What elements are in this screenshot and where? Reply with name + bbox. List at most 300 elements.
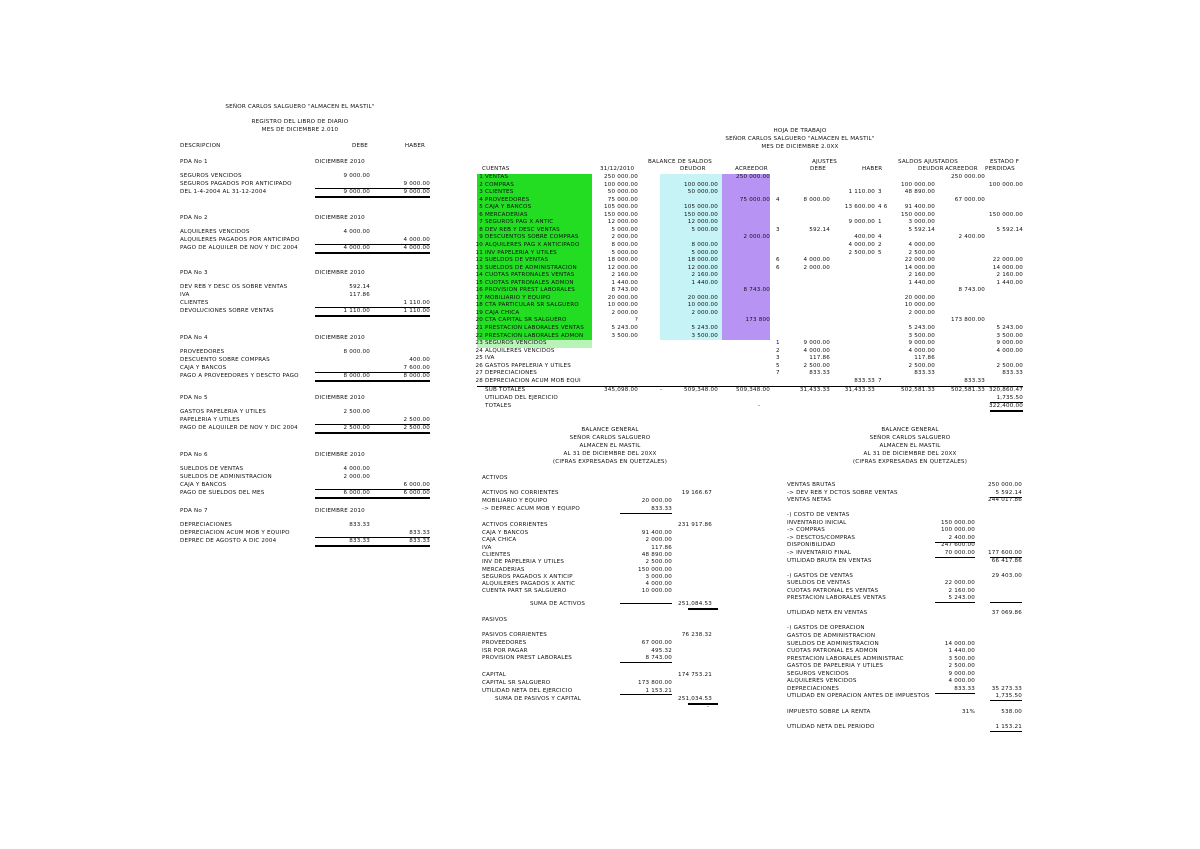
adjust-credit: 2 500.00 bbox=[848, 249, 875, 256]
income-line-mid: 22 000.00 bbox=[944, 580, 975, 587]
balance-value: 18 000.00 bbox=[607, 257, 638, 264]
account-name: PRESTACION LABORALES ADMON bbox=[485, 332, 584, 339]
income-line-label: PRESTACION LABORALES VENTAS bbox=[787, 595, 886, 602]
debit-value: 5 000.00 bbox=[691, 226, 718, 233]
balance-value: 50 000.00 bbox=[607, 189, 638, 196]
deprec-value: 833.33 bbox=[651, 506, 672, 512]
adjust-credit: 1 110.00 bbox=[848, 189, 875, 196]
adjusted-debit: 2 500.00 bbox=[908, 362, 935, 369]
account-name: DEV REB Y DESC VENTAS bbox=[485, 226, 560, 233]
entry-line-haber: 833.33 bbox=[409, 530, 430, 536]
income-title-2: SEÑOR CARLOS SALGUERO bbox=[869, 435, 951, 441]
entry-total-rule bbox=[315, 315, 430, 317]
current-asset-label: INV DE PAPELERIA Y UTILES bbox=[482, 559, 565, 566]
adjust-credit: 13 600.00 bbox=[844, 204, 875, 211]
entry-line-desc: PAGO DE ALQUILER DE NOV Y DIC 2004 bbox=[180, 245, 298, 251]
entry-number: PDA No 6 bbox=[180, 452, 208, 458]
entry-date: DICIEMBRE 2010 bbox=[315, 395, 365, 401]
debit-value: 8 000.00 bbox=[691, 241, 718, 248]
no-corrientes-label: ACTIVOS NO CORRIENTES bbox=[482, 490, 559, 496]
income-line-mid: 14 000.00 bbox=[944, 640, 975, 647]
entry-line-haber: 1 110.00 bbox=[403, 308, 430, 314]
capital-item-value: 1 153.21 bbox=[645, 687, 672, 694]
income-line-total: 1,735.50 bbox=[995, 693, 1022, 700]
debit-value: 5 243.00 bbox=[691, 325, 718, 331]
entry-rule bbox=[315, 537, 430, 538]
income-line-mid: 247 600.00 bbox=[940, 542, 975, 549]
adjust-ref: 5 bbox=[776, 362, 780, 369]
journal-title: SEÑOR CARLOS SALGUERO "ALMACEN EL MASTIL" bbox=[225, 104, 375, 110]
debit-value: 3 500.00 bbox=[691, 332, 718, 339]
deprec-label: -> DEPREC ACUM MOB Y EQUIPO bbox=[482, 506, 581, 512]
adjusted-debit: 22 000.00 bbox=[904, 257, 935, 264]
row-number: 12 bbox=[475, 257, 483, 264]
debit-value: 12 000.00 bbox=[687, 219, 718, 226]
suma-pasivos-dash: - bbox=[707, 704, 710, 710]
income-total-rule bbox=[990, 700, 1022, 701]
entry-date: DICIEMBRE 2010 bbox=[315, 335, 365, 341]
income-line-label: DISPONIBILIDAD bbox=[787, 542, 836, 549]
account-name: SUELDOS DE VENTAS bbox=[485, 257, 549, 264]
entry-line-desc: PAGO DE ALQUILER DE NOV Y DIC 2004 bbox=[180, 425, 298, 431]
account-name: DESCUENTOS SOBRE COMPRAS bbox=[485, 234, 579, 241]
adjusted-debit: 2 160.00 bbox=[908, 272, 935, 279]
capital-total: 174 753.21 bbox=[677, 672, 712, 678]
balance-value: 8 743.00 bbox=[611, 287, 638, 294]
row-number: 17 bbox=[475, 294, 483, 301]
worksheet-col-header: 31/12/2010 bbox=[600, 166, 635, 172]
entry-line-desc: DEV REB Y DESC OS SOBRE VENTAS bbox=[180, 284, 288, 290]
row-number: 13 bbox=[475, 264, 483, 271]
worksheet-group-header: BALANCE DE SALDOS bbox=[648, 159, 713, 165]
account-name: CUOTAS PATRONALES ADMON bbox=[485, 279, 574, 286]
balance-value: 75 000.00 bbox=[607, 196, 638, 203]
corrientes-total: 231 917.86 bbox=[677, 522, 712, 528]
debit-value: 105 000.00 bbox=[683, 204, 718, 211]
entry-line-haber: 4 000.00 bbox=[403, 237, 430, 243]
entry-line-desc: DEPRECIACIONES bbox=[180, 522, 232, 528]
row-number: 18 bbox=[475, 302, 483, 309]
entry-line-debe: 2 500.00 bbox=[343, 425, 370, 431]
entry-line-desc: CAJA Y BANCOS bbox=[180, 365, 227, 371]
debit-value: 50 000.00 bbox=[687, 189, 718, 196]
income-line-label: -) COSTO DE VENTAS bbox=[787, 512, 850, 519]
entry-line-debe: 592.14 bbox=[349, 284, 370, 290]
credit-value: 250 000.00 bbox=[735, 174, 770, 180]
adjusted-debit: 48 890.00 bbox=[904, 189, 935, 196]
current-asset-label: IVA bbox=[482, 544, 492, 551]
liability-label: PROVISION PREST LABORALES bbox=[482, 655, 573, 661]
adjust-ref: 6 bbox=[776, 257, 780, 264]
account-name: PRESTACION LABORALES VENTAS bbox=[485, 325, 584, 331]
account-name: COMPRAS bbox=[485, 181, 514, 188]
entry-line-debe: 9 000.00 bbox=[343, 173, 370, 179]
income-line-total: 35 273.33 bbox=[991, 685, 1022, 692]
income-line-label: GASTOS DE PAPELERIA Y UTILES bbox=[787, 663, 884, 670]
liability-label: ISR POR PAGAR bbox=[482, 647, 528, 654]
adjust-credit-ref: 7 bbox=[878, 377, 882, 384]
subtotal-sa: 502,581.33 bbox=[950, 387, 985, 394]
adjust-ref: 6 bbox=[776, 264, 780, 271]
adjust-debit: 2 000.00 bbox=[803, 264, 830, 271]
row-number: 10 bbox=[475, 241, 483, 248]
adjusted-debit: 5 243.00 bbox=[908, 325, 935, 331]
income-line-label: CUOTAS PATRONAL ES VENTAS bbox=[787, 587, 879, 594]
pasivos-corr-total: 76 238.32 bbox=[681, 632, 712, 638]
balance-value: 5 000.00 bbox=[611, 249, 638, 256]
adjust-debit: 9 000.00 bbox=[803, 340, 830, 347]
worksheet-group-header: AJUSTES bbox=[812, 159, 838, 165]
entry-number: PDA No 7 bbox=[180, 508, 208, 514]
subtotal-adj-credit: 31,433.33 bbox=[844, 387, 875, 394]
entry-line-desc: SUELDOS DE ADMINISTRACION bbox=[180, 474, 272, 480]
income-line-mid: 833.33 bbox=[954, 685, 975, 692]
account-name: CTA PARTICULAR SR SALGUERO bbox=[485, 302, 579, 309]
income-line-label: -) GASTOS DE VENTAS bbox=[787, 572, 854, 579]
income-line-label: VENTAS BRUTAS bbox=[787, 482, 836, 488]
adjusted-credit: 8 743.00 bbox=[958, 287, 985, 294]
adjusted-debit: 150 000.00 bbox=[900, 211, 935, 218]
income-line-label: UTILIDAD BRUTA EN VENTAS bbox=[787, 557, 872, 564]
balance-value: 150 000.00 bbox=[603, 211, 638, 218]
current-asset-value: 2 500.00 bbox=[645, 559, 672, 566]
entry-line-desc: GASTOS PAPELERIA Y UTILES bbox=[180, 409, 266, 415]
capital-item-value: 173 800.00 bbox=[637, 680, 672, 686]
entry-total-rule bbox=[315, 380, 430, 382]
entry-line-haber: 9 000.00 bbox=[403, 181, 430, 187]
pasivos-corr-label: PASIVOS CORRIENTES bbox=[482, 632, 548, 638]
adjusted-debit: 4 000.00 bbox=[908, 347, 935, 354]
income-line-mid: 31% bbox=[961, 708, 975, 715]
col-haber: HABER bbox=[404, 143, 426, 149]
income-line-label: UTILIDAD NETA DEL PERIODO bbox=[787, 723, 875, 730]
journal-period: MES DE DICIEMBRE 2.010 bbox=[261, 127, 339, 133]
subtotal-dash: - bbox=[660, 387, 663, 394]
adjusted-credit: 250 000.00 bbox=[950, 174, 985, 180]
balance-value: 105 000.00 bbox=[603, 204, 638, 211]
entry-number: PDA No 2 bbox=[180, 215, 208, 221]
balance-title-3: ALMACEN EL MASTIL bbox=[579, 443, 641, 449]
account-name: CAJA CHICA bbox=[485, 309, 520, 316]
account-name: INV PAPELERIA Y UTILES bbox=[485, 249, 557, 256]
balance-value: 8 000.00 bbox=[611, 241, 638, 248]
debit-value: 100 000.00 bbox=[683, 181, 718, 188]
balance-value: ? bbox=[634, 317, 638, 324]
balance-title-1: BALANCE GENERAL bbox=[581, 427, 639, 433]
adjust-credit: 9 000.00 bbox=[848, 219, 875, 226]
income-line-total: 538.00 bbox=[1001, 708, 1022, 715]
entry-line-desc: DEPREC DE AGOSTO A DIC 2004 bbox=[180, 538, 277, 544]
no-corrientes-total: 19 166.67 bbox=[681, 490, 712, 496]
entry-total-rule bbox=[315, 545, 430, 547]
adjusted-debit: 3 000.00 bbox=[908, 219, 935, 226]
account-name: CLIENTES bbox=[485, 189, 514, 196]
worksheet-col-header: ACREEDOR bbox=[945, 166, 978, 172]
credit-value: 173 800 bbox=[745, 317, 770, 324]
adjust-ref: 2 bbox=[776, 347, 780, 354]
account-name: DEPRECIACIONES bbox=[485, 370, 537, 377]
debit-value: 150 000.00 bbox=[683, 211, 718, 218]
totales-ep: 322,400.00 bbox=[988, 403, 1023, 410]
entry-date: DICIEMBRE 2010 bbox=[315, 215, 365, 221]
balance-value: 20 000.00 bbox=[607, 294, 638, 301]
adjust-debit: 833.33 bbox=[809, 370, 830, 377]
adjusted-debit: 9 000.00 bbox=[908, 340, 935, 347]
entry-line-desc: PAGO A PROVEEDORES Y DESCTO PAGO bbox=[180, 373, 299, 379]
entry-line-desc: PAGO DE SUELDOS DEL MES bbox=[180, 490, 265, 496]
balance-title-5: (CIFRAS EXPRESADAS EN QUETZALES) bbox=[552, 459, 668, 465]
entry-line-debe: 1 110.00 bbox=[343, 308, 370, 314]
account-name: PROVISION PREST LABORALES bbox=[485, 287, 576, 294]
account-name: VENTAS bbox=[485, 174, 509, 180]
entry-line-desc: SUELDOS DE VENTAS bbox=[180, 466, 244, 472]
debit-value: 5 000.00 bbox=[691, 249, 718, 256]
results-debit: 4 000.00 bbox=[996, 347, 1023, 354]
account-name: IVA bbox=[485, 355, 495, 362]
entry-number: PDA No 3 bbox=[180, 270, 208, 276]
current-asset-label: MERCADERIAS bbox=[482, 566, 525, 573]
current-asset-value: 10 000.00 bbox=[641, 588, 672, 595]
current-asset-value: 3 000.00 bbox=[645, 573, 672, 580]
entry-line-haber: 6 000.00 bbox=[403, 482, 430, 488]
income-line-label: VENTAS NETAS bbox=[787, 497, 832, 504]
balance-value: 100 000.00 bbox=[603, 181, 638, 188]
entry-line-haber: 9 000.00 bbox=[403, 189, 430, 195]
income-mid-rule bbox=[935, 557, 975, 558]
adjusted-debit: 2 000.00 bbox=[908, 309, 935, 316]
worksheet-group-header: ESTADO F bbox=[990, 159, 1020, 165]
results-debit: 5 592.14 bbox=[996, 226, 1023, 233]
income-line-mid: 4 000.00 bbox=[948, 678, 975, 685]
income-total-rule bbox=[990, 602, 1022, 603]
adjusted-debit: 5 592.14 bbox=[908, 226, 935, 233]
credit-value: 8 743.00 bbox=[743, 287, 770, 294]
adjust-ref: 3 bbox=[776, 226, 780, 233]
entry-line-desc: ALQUILERES VENCIDOS bbox=[180, 229, 250, 235]
adjusted-debit: 3 500.00 bbox=[908, 332, 935, 339]
income-line-label: -> INVENTARIO FINAL bbox=[787, 549, 852, 556]
balance-title-2: SEÑOR CARLOS SALGUERO bbox=[569, 435, 651, 441]
income-line-total: 244 017.86 bbox=[987, 497, 1022, 504]
results-debit: 150 000.00 bbox=[988, 211, 1023, 218]
balance-value: 12 000.00 bbox=[607, 264, 638, 271]
adjust-credit: 4 000.00 bbox=[848, 241, 875, 248]
adjust-debit: 8 000.00 bbox=[803, 196, 830, 203]
row-number: 4 bbox=[479, 196, 483, 203]
income-line-mid: 100 000.00 bbox=[940, 527, 975, 534]
adjust-ref: 7 bbox=[776, 370, 780, 377]
balance-value: 5 000.00 bbox=[611, 226, 638, 233]
entry-line-haber: 2 500.00 bbox=[403, 417, 430, 423]
adjusted-credit: 173 800.00 bbox=[950, 317, 985, 324]
worksheet-col-header: ACREEDOR bbox=[735, 166, 768, 172]
credit-value: 75 000.00 bbox=[739, 196, 770, 203]
row-number: 16 bbox=[475, 287, 483, 294]
mobiliario-value: 20 000.00 bbox=[641, 498, 672, 504]
balance-value: 2 000.00 bbox=[611, 309, 638, 316]
income-line-label: IMPUESTO SOBRE LA RENTA bbox=[787, 708, 871, 715]
capital-item-label: CAPITAL SR SALGUERO bbox=[482, 680, 551, 686]
entry-line-debe: 2 500.00 bbox=[343, 409, 370, 415]
suma-activos-rule bbox=[688, 608, 718, 610]
row-number: 1 bbox=[479, 174, 483, 180]
row-number: 6 bbox=[479, 211, 483, 218]
entry-rule bbox=[315, 372, 430, 373]
income-line-mid: 5 243.00 bbox=[948, 595, 975, 602]
entry-rule bbox=[315, 244, 430, 245]
account-name: SEGUROS PAG X ANTIC bbox=[485, 219, 554, 226]
balance-value: 3 500.00 bbox=[611, 332, 638, 339]
entry-line-desc: SEGUROS PAGADOS POR ANTICIPADO bbox=[180, 181, 292, 187]
row-number: 15 bbox=[475, 279, 483, 286]
adjust-ref: 3 bbox=[776, 355, 780, 362]
adjusted-debit: 833.33 bbox=[914, 370, 935, 377]
row-number: 19 bbox=[475, 309, 483, 316]
adjust-credit-ref: 1 bbox=[878, 219, 882, 226]
adjust-credit: 400.00 bbox=[854, 234, 875, 241]
entry-line-debe: 4 000.00 bbox=[343, 229, 370, 235]
worksheet-col-header: PERDIDAS bbox=[985, 166, 1015, 172]
adjust-debit: 117.86 bbox=[809, 355, 830, 362]
entry-date: DICIEMBRE 2010 bbox=[315, 452, 365, 458]
row-number: 28 bbox=[475, 377, 483, 384]
entry-line-haber: 400.00 bbox=[409, 357, 430, 363]
income-line-label: -> DESCTOS/COMPRAS bbox=[787, 534, 856, 541]
subtotal-balance: 345,098.00 bbox=[603, 387, 638, 394]
subtotal-adj-debit: 31,433.33 bbox=[799, 387, 830, 394]
current-asset-value: 91 400.00 bbox=[641, 530, 672, 536]
debit-value: 18 000.00 bbox=[687, 257, 718, 264]
credit-value: 2 000.00 bbox=[743, 234, 770, 241]
income-line-total: 5 592.14 bbox=[995, 489, 1022, 496]
row-number: 22 bbox=[475, 332, 483, 339]
results-debit: 833.33 bbox=[1002, 370, 1023, 377]
liability-label: PROVEEDORES bbox=[482, 640, 527, 646]
income-line-mid: 150 000.00 bbox=[940, 519, 975, 526]
adjusted-debit: 4 000.00 bbox=[908, 241, 935, 248]
subtotal-ep: 320,860.47 bbox=[988, 387, 1023, 394]
results-debit: 5 243.00 bbox=[996, 325, 1023, 331]
suma-pasivos-label: SUMA DE PASIVOS Y CAPITAL bbox=[495, 696, 582, 702]
entry-line-desc: PAPELERIA Y UTILES bbox=[180, 417, 240, 423]
adjust-ref: 4 bbox=[776, 196, 780, 203]
adjusted-credit: 2 400.00 bbox=[958, 234, 985, 241]
income-line-total: 29 403.00 bbox=[991, 572, 1022, 579]
income-line-label: INVENTARIO INICIAL bbox=[787, 519, 847, 526]
adjust-debit: 2 500.00 bbox=[803, 362, 830, 369]
account-name: CTA CAPITAL SR SALGUERO bbox=[485, 317, 567, 324]
account-name: ALQUILERES PAG X ANTICIPADO bbox=[485, 241, 580, 248]
balance-value: 2 000.00 bbox=[611, 234, 638, 241]
adjust-credit: 833.33 bbox=[854, 377, 875, 384]
adjusted-debit: 117.86 bbox=[914, 355, 935, 362]
row-number: 8 bbox=[479, 226, 483, 233]
adjust-debit: 4 000.00 bbox=[803, 257, 830, 264]
row-number: 23 bbox=[475, 340, 483, 347]
entry-number: PDA No 1 bbox=[180, 159, 208, 165]
income-line-label: GASTOS DE ADMINISTRACION bbox=[787, 633, 876, 639]
entry-rule bbox=[315, 307, 430, 308]
income-title-5: (CIFRAS EXPRESADAS EN QUETZALES) bbox=[852, 459, 968, 465]
entry-line-haber: 2 500.00 bbox=[403, 425, 430, 431]
entry-line-desc: ALQUILERES PAGADOS POR ANTICIPADO bbox=[180, 237, 300, 243]
row-number: 20 bbox=[475, 317, 483, 324]
adjusted-debit: 14 000.00 bbox=[904, 264, 935, 271]
balance-title-4: AL 31 DE DICIEMBRE DEL 20XX bbox=[563, 451, 657, 457]
balance-value: 10 000.00 bbox=[607, 302, 638, 309]
journal-subtitle: REGISTRO DEL LIBRO DE DIARIO bbox=[251, 119, 349, 125]
utilidad-label: UTILIDAD DEL EJERCICIO bbox=[485, 395, 559, 402]
row-number: 3 bbox=[479, 189, 483, 196]
account-name: ALQUILERES VENCIDOS bbox=[485, 347, 555, 354]
corrientes-label: ACTIVOS CORRIENTES bbox=[482, 522, 548, 528]
income-line-mid: 1 440.00 bbox=[948, 648, 975, 655]
income-line-label: -> DEV REB Y DCTOS SOBRE VENTAS bbox=[787, 489, 898, 496]
entry-line-debe: 833.33 bbox=[349, 522, 370, 528]
totales-label: TOTALES bbox=[485, 403, 512, 410]
results-debit: 9 000.00 bbox=[996, 340, 1023, 347]
income-line-mid: 9 000.00 bbox=[948, 670, 975, 677]
entry-line-desc: CLIENTES bbox=[180, 300, 209, 306]
income-line-label: -> COMPRAS bbox=[787, 527, 826, 534]
current-asset-label: CLIENTES bbox=[482, 551, 511, 558]
suma-pasivos-value: 251,034.53 bbox=[677, 696, 712, 702]
worksheet-col-header: DEBE bbox=[810, 166, 827, 172]
row-number: 2 bbox=[479, 181, 483, 188]
results-debit: 2 500.00 bbox=[996, 362, 1023, 369]
entry-line-debe: 8 000.00 bbox=[343, 373, 370, 379]
income-line-mid: 2 500.00 bbox=[948, 663, 975, 670]
income-line-label: SUELDOS DE ADMINISTRACION bbox=[787, 640, 879, 647]
suma-pasivos-rule bbox=[688, 703, 718, 705]
entry-line-haber: 4 000.00 bbox=[403, 245, 430, 251]
income-line-mid: 70 000.00 bbox=[944, 549, 975, 556]
capital-item-label: UTILIDAD NETA DEL EJERCICIO bbox=[482, 687, 573, 694]
adjust-credit-ref: 3 bbox=[878, 189, 882, 196]
totales-rule bbox=[990, 410, 1023, 412]
entry-total-rule bbox=[315, 196, 430, 198]
liability-value: 495.32 bbox=[651, 647, 672, 654]
adjust-credit-ref: 2 bbox=[878, 241, 882, 248]
debit-value: 10 000.00 bbox=[687, 302, 718, 309]
entry-line-desc: DESCUENTO SOBRE COMPRAS bbox=[180, 357, 270, 363]
income-mid-rule bbox=[935, 602, 975, 603]
entry-line-desc: IVA bbox=[180, 292, 190, 298]
current-asset-value: 2 000.00 bbox=[645, 537, 672, 544]
liability-value: 8 743.00 bbox=[645, 655, 672, 661]
current-asset-label: CAJA Y BANCOS bbox=[482, 530, 529, 536]
entry-total-rule bbox=[315, 252, 430, 254]
balance-value: 12 000.00 bbox=[607, 219, 638, 226]
row-number: 24 bbox=[475, 347, 483, 354]
current-asset-label: SEGUROS PAGADOS X ANTICIP bbox=[482, 573, 573, 580]
current-asset-value: 150 000.00 bbox=[637, 566, 672, 573]
adjusted-debit: 100 000.00 bbox=[900, 181, 935, 188]
suma-activos-label: SUMA DE ACTIVOS bbox=[530, 601, 586, 607]
current-asset-value: 117.86 bbox=[651, 544, 672, 551]
liability-value: 67 000.00 bbox=[641, 640, 672, 646]
adjusted-debit: 10 000.00 bbox=[904, 302, 935, 309]
entry-line-debe: 8 000.00 bbox=[343, 349, 370, 355]
income-line-label: PRESTACION LABORALES ADMINISTRAC bbox=[787, 655, 904, 662]
income-line-mid: 2 400.00 bbox=[948, 534, 975, 541]
adjust-credit-ref: 4 bbox=[878, 234, 882, 241]
worksheet-title: HOJA DE TRABAJO bbox=[773, 128, 827, 134]
account-name: MOBILIARIO Y EQUIPO bbox=[485, 294, 551, 301]
entry-line-haber: 833.33 bbox=[409, 538, 430, 544]
activos-heading: ACTIVOS bbox=[482, 475, 508, 481]
entry-line-debe: 4 000.00 bbox=[343, 466, 370, 472]
